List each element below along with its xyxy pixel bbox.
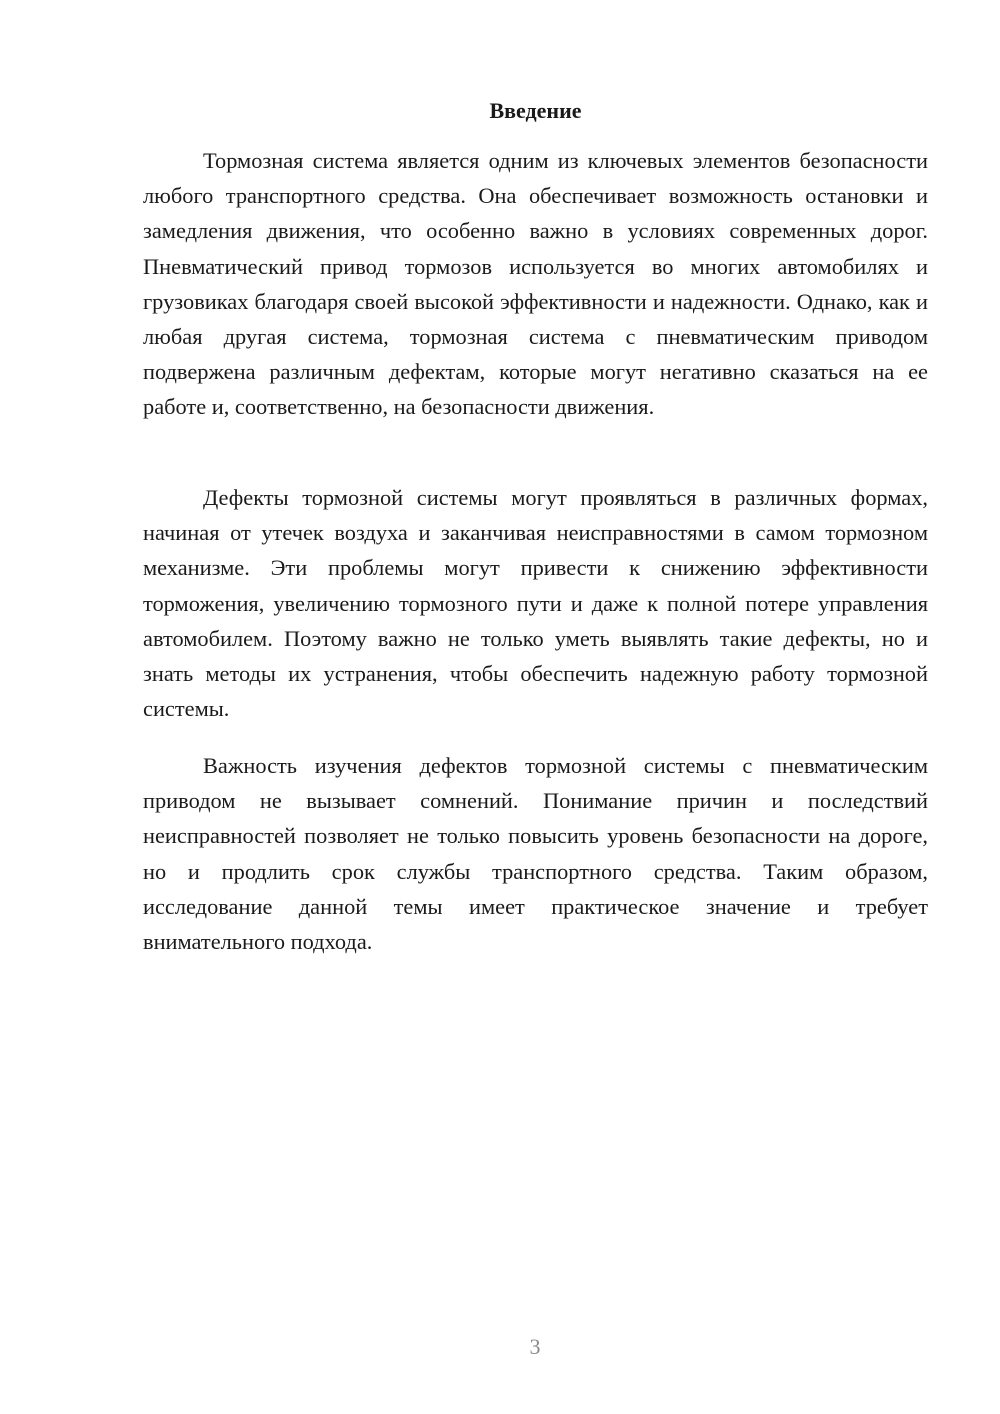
paragraph-2: Дефекты тормозной системы могут проявляться в различных формах, начиная от утечек воздуха и заканчивая неисправностями в самом тормозном механизме. Эти проблемы могут привести к снижению эффективности торможения, увеличению тормозного пути и даже к полной потере управления автомобилем. Поэтому важно не только уметь выявлять такие дефекты, но и знать методы их устранения, чтобы обеспечить надежную работу тормозной системы.: [143, 485, 928, 722]
paragraph-3: Важность изучения дефектов тормозной системы с пневматическим приводом не вызывает сомнений. Понимание причин и последствий неисправностей позволяет не только повысить уровень безопасности на дороге, но и продлить срок службы транспортного средства. Таким образом, исследование данной темы имеет практическое значение и требует внимательного подхода.: [143, 753, 928, 955]
paragraph-1: Тормозная система является одним из ключевых элементов безопасности любого транспортного средства. Она обеспечивает возможность остановки и замедления движения, что особенно важно в условиях современных дорог. Пневматический привод тормозов используется во многих автомобилях и грузовиках благодаря своей высокой эффективности и надежности. Однако, как и любая другая система, тормозная система с пневматическим приводом подвержена различным дефектам, которые могут негативно сказаться на ее работе и, соответственно, на безопасности движения.: [143, 148, 928, 420]
section-heading: Введение: [489, 98, 582, 123]
page-number: 3: [529, 1334, 541, 1359]
